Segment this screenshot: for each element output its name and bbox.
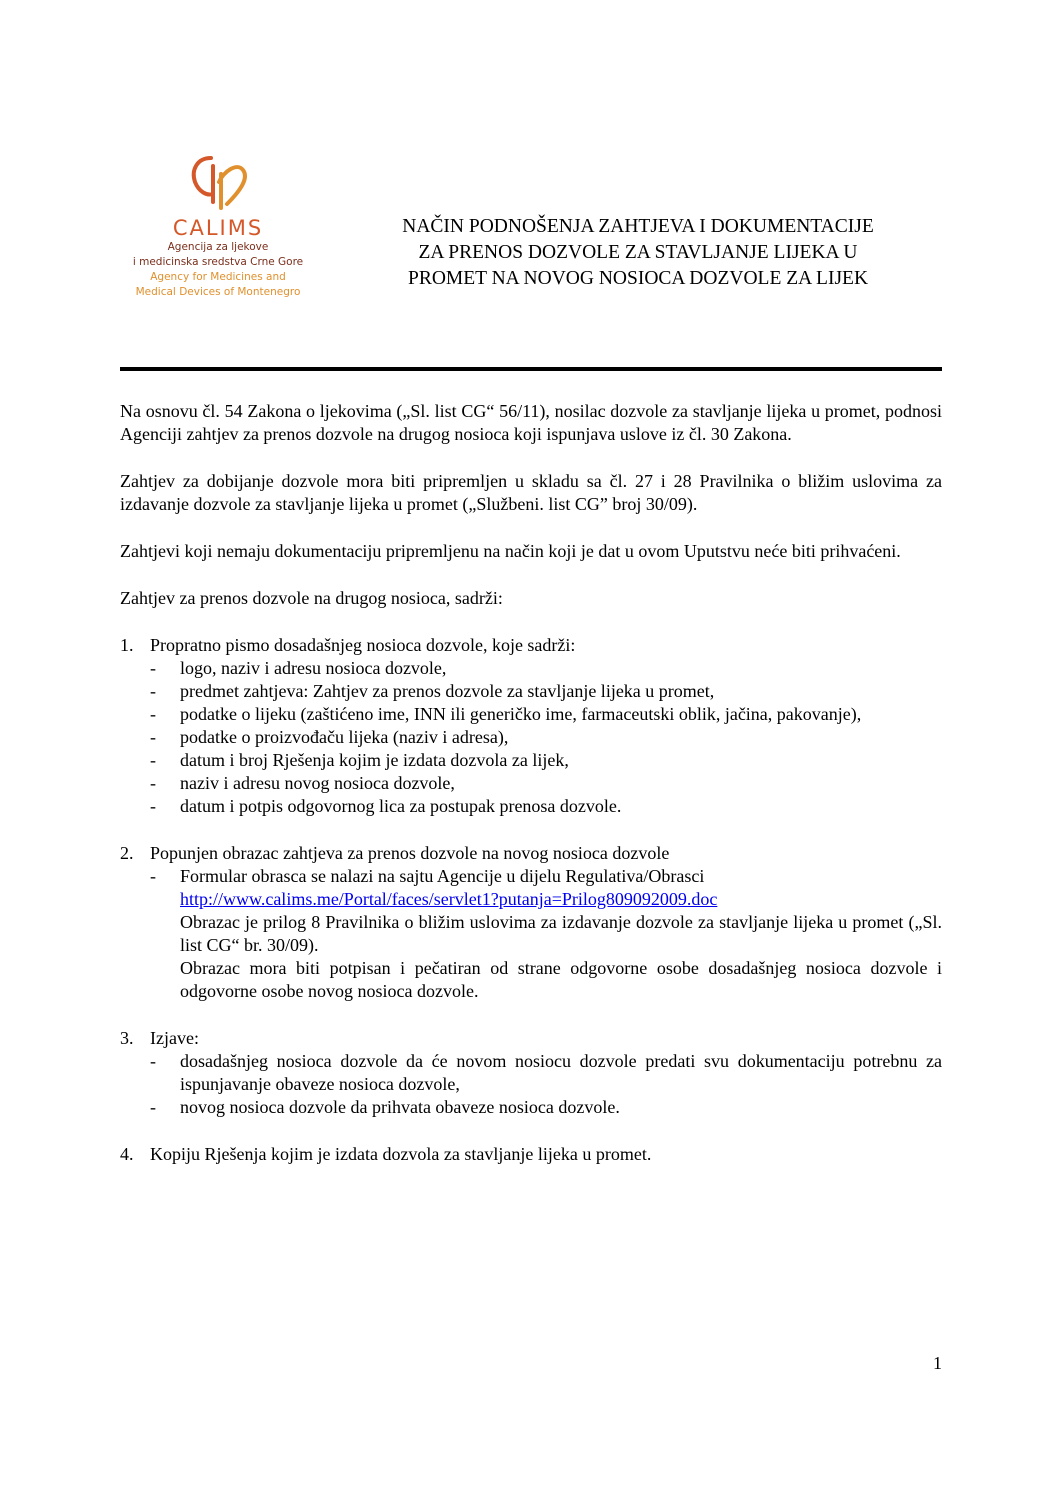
list-item-4 [120, 1143, 942, 1166]
bullet-text: - Formular obrasca se nalazi na sajtu Agencije u dijelu Regulativa/Obrasci [180, 866, 705, 886]
bullet-item: - logo, naziv i adresu nosioca dozvole, [150, 657, 942, 680]
title-line-3: PROMET NA NOVOG NOSIOCA DOZVOLE ZA LIJEK [407, 268, 869, 289]
document-body [120, 400, 942, 1190]
list-item-3 [120, 1027, 942, 1119]
bullet-item [150, 865, 942, 1003]
bullet-item: - dosadašnjeg nosioca dozvole da će novom nosiocu dozvole predati svu dokumentaciju potrebnu za ispunjavanje obaveze nosioca dozvole, [150, 1050, 942, 1096]
list-number: 3. [120, 1028, 134, 1048]
list-item-1 [120, 634, 942, 818]
list-number: 2. [120, 843, 134, 863]
bullet-item: - podatke o lijeku (zaštićeno ime, INN ili generičko ime, farmaceutski oblik, jačina, pakovanje), [150, 703, 942, 726]
form-note-2: Obrazac mora biti potpisan i pečatiran od strane odgovorne osobe dosadašnjeg nosioca dozvole i odgovorne osobe novog nosioca dozvole. [180, 958, 942, 1001]
bullet-item: - datum i broj Rješenja kojim je izdata dozvola za lijek, [150, 749, 942, 772]
logo-subtitle-3: Agency for Medicines and [150, 271, 286, 283]
list-item-text: Izjave: [150, 1028, 199, 1048]
bullet-item: - podatke o proizvođaču lijeka (naziv i adresa), [150, 726, 942, 749]
intro-paragraph-3: Zahtjevi koji nemaju dokumentaciju pripremljenu na način koji je dat u ovom Uputstvu neće biti prihvaćeni. [120, 541, 901, 561]
bullet-item: - novog nosioca dozvole da prihvata obaveze nosioca dozvole. [150, 1096, 942, 1119]
logo-subtitle-1: Agencija za ljekove [167, 241, 269, 253]
logo-name: CALIMS [172, 216, 264, 240]
header-divider [120, 367, 942, 371]
document-title [332, 214, 944, 292]
intro-paragraph-2: Zahtjev za dobijanje dozvole mora biti pripremljen u skladu sa čl. 27 i 28 Pravilnika o bližim uslovima za izdavanje dozvole za stavljanje lijeka u promet („Službeni. list CG” broj 30/09). [120, 471, 942, 514]
form-download-link[interactable]: http://www.calims.me/Portal/faces/servlet1?putanja=Prilog809092009.doc [180, 889, 718, 909]
logo-subtitle-2: i medicinska sredstva Crne Gore [132, 256, 304, 268]
list-item-text: Popunjen obrazac zahtjeva za prenos dozvole na novog nosioca dozvole [150, 843, 670, 863]
calims-logo-icon [183, 152, 253, 214]
logo-subtitle-4: Medical Devices of Montenegro [135, 286, 301, 298]
list-item-2 [120, 842, 942, 1003]
intro-paragraph-4: Zahtjev za prenos dozvole na drugog nosioca, sadrži: [120, 588, 503, 608]
list-number: 4. [120, 1144, 134, 1164]
bullet-item: - predmet zahtjeva: Zahtjev za prenos dozvole za stavljanje lijeka u promet, [150, 680, 942, 703]
bullet-item: - naziv i adresu novog nosioca dozvole, [150, 772, 942, 795]
title-line-1: NAČIN PODNOŠENJA ZAHTJEVA I DOKUMENTACIJE [402, 216, 874, 237]
page-number: 1 [933, 1353, 942, 1373]
form-note-1: Obrazac je prilog 8 Pravilnika o bližim uslovima za izdavanje dozvole za stavljanje lijeka u promet („Sl. list CG“ br. 30/09). [180, 912, 942, 955]
intro-paragraph-1: Na osnovu čl. 54 Zakona o ljekovima („Sl. list CG“ 56/11), nosilac dozvole za stavljanje lijeka u promet, podnosi Agenciji zahtjev za prenos dozvole na drugog nosioca koji ispunjava uslove iz čl. 30 Zakona. [120, 401, 942, 444]
list-number: 1. [120, 635, 134, 655]
title-line-2: ZA PRENOS DOZVOLE ZA STAVLJANJE LIJEKA U [418, 242, 858, 263]
calims-logo [120, 152, 316, 300]
list-item-text: Propratno pismo dosadašnjeg nosioca dozvole, koje sadrži: [150, 635, 576, 655]
list-item-text: Kopiju Rješenja kojim je izdata dozvola za stavljanje lijeka u promet. [150, 1144, 652, 1164]
bullet-item: - datum i potpis odgovornog lica za postupak prenosa dozvole. [150, 795, 942, 818]
